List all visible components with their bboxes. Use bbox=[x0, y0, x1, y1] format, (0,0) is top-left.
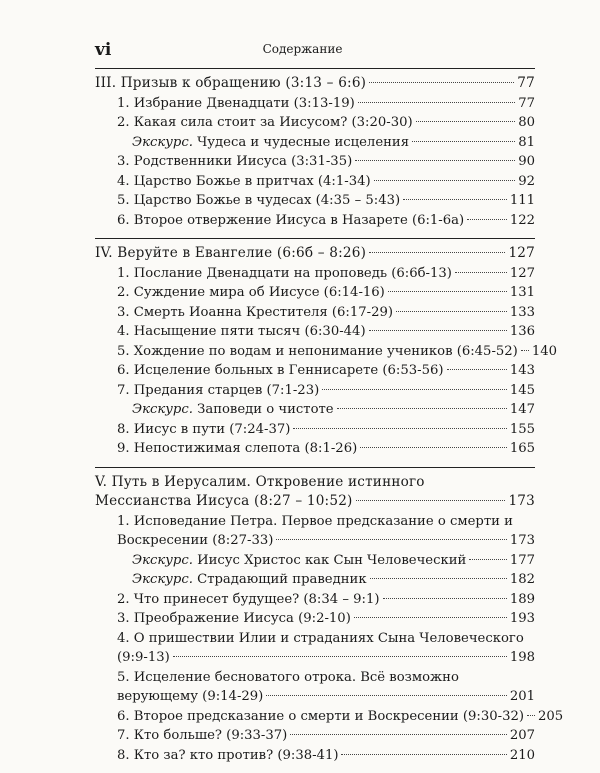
toc-entry bbox=[95, 609, 535, 629]
entry-title: 6. Исцеление больных в Геннисарете (6:53-56) bbox=[117, 363, 444, 378]
entry-title: 6. Второе предсказание о смерти и Воскресении (9:30-32) bbox=[117, 708, 525, 724]
entry-page: 80 bbox=[518, 115, 535, 130]
dot-leader bbox=[469, 559, 507, 560]
entry-page: 143 bbox=[509, 363, 535, 378]
toc-entry bbox=[95, 420, 535, 440]
entry-page: 205 bbox=[538, 708, 564, 724]
dot-leader bbox=[337, 408, 507, 409]
entry-title: 1. Избрание Двенадцати (3:13-19) bbox=[117, 95, 355, 111]
entry-text bbox=[117, 303, 393, 323]
dot-leader bbox=[290, 734, 507, 735]
dot-leader bbox=[383, 598, 507, 599]
entry-text bbox=[132, 551, 466, 571]
entry-page: 155 bbox=[509, 421, 535, 437]
entry-page: 136 bbox=[509, 324, 535, 339]
page-number: vi bbox=[95, 40, 112, 60]
part-page: 173 bbox=[508, 493, 535, 509]
entry-title: 4. О пришествии Илии и страданиях Сына Человеческого bbox=[117, 630, 524, 646]
toc-entry bbox=[95, 590, 535, 610]
toc-entry bbox=[95, 707, 564, 727]
entry-title: 2. Суждение мира об Иисусе (6:14-16) bbox=[117, 285, 385, 300]
entry-title: 8. Иисус в пути (7:24-37) bbox=[117, 421, 291, 437]
entry-text bbox=[117, 381, 319, 401]
toc-entry bbox=[95, 381, 535, 401]
entry-page: 189 bbox=[509, 591, 535, 607]
toc-entry bbox=[95, 629, 535, 649]
toc-entry bbox=[95, 322, 535, 342]
entry-page: 210 bbox=[509, 747, 535, 763]
dot-leader bbox=[374, 180, 516, 181]
entry-page: 92 bbox=[518, 173, 535, 189]
entry-page: 207 bbox=[509, 728, 535, 743]
entry-text bbox=[117, 439, 357, 459]
toc-entry bbox=[95, 172, 535, 192]
running-title: Содержание bbox=[262, 42, 343, 56]
toc-entry bbox=[95, 113, 535, 133]
toc-excursus bbox=[95, 400, 535, 420]
entry-text bbox=[132, 400, 334, 420]
entry-title: 2. Какая сила стоит за Иисусом? (3:20-30) bbox=[117, 115, 413, 130]
part-title-row bbox=[95, 473, 535, 493]
entry-title-cont: верующему (9:14-29) bbox=[117, 689, 264, 704]
toc-entry bbox=[95, 211, 535, 231]
dot-leader bbox=[416, 121, 516, 122]
entry-title-cont: Воскресении (8:27-33) bbox=[117, 533, 274, 548]
entry-page: 182 bbox=[509, 572, 535, 587]
dot-leader bbox=[293, 428, 506, 429]
dot-leader bbox=[412, 141, 515, 142]
dot-leader bbox=[355, 160, 515, 161]
dot-leader bbox=[369, 330, 507, 331]
dot-leader bbox=[455, 272, 507, 273]
entry-title: Страдающий праведник bbox=[197, 572, 367, 587]
entry-title: 3. Смерть Иоанна Крестителя (6:17-29) bbox=[117, 304, 394, 320]
entry-page: 111 bbox=[509, 193, 535, 208]
part-page: 77 bbox=[517, 75, 535, 91]
dot-leader bbox=[266, 695, 507, 696]
entry-title: 5. Исцеление бесноватого отрока. Всё возможно bbox=[117, 669, 459, 685]
entry-page: 77 bbox=[518, 95, 535, 111]
excursus-label: Экскурс. bbox=[132, 552, 193, 568]
entry-title: 2. Что принесет будущее? (8:34 – 9:1) bbox=[117, 591, 380, 607]
toc-entry bbox=[95, 303, 535, 323]
entry-text bbox=[117, 152, 352, 172]
entry-text bbox=[117, 342, 518, 362]
entry-text bbox=[117, 726, 287, 746]
dot-leader bbox=[403, 199, 507, 200]
entry-text bbox=[117, 264, 452, 284]
dot-leader bbox=[388, 291, 507, 292]
part-title-row bbox=[95, 74, 535, 94]
toc-entry bbox=[95, 191, 535, 211]
entry-title: Иисус Христос как Сын Человеческий bbox=[197, 552, 467, 568]
dot-leader bbox=[356, 500, 506, 501]
part-title-row bbox=[95, 244, 535, 264]
toc-entry-cont bbox=[95, 648, 535, 668]
entry-text bbox=[117, 211, 464, 231]
entry-title: 9. Непостижимая слепота (8:1-26) bbox=[117, 441, 358, 456]
toc-part bbox=[95, 238, 557, 459]
dot-leader bbox=[521, 350, 529, 351]
entry-title: 7. Кто больше? (9:33-37) bbox=[117, 728, 288, 743]
entry-title: Чудеса и чудесные исцеления bbox=[197, 134, 410, 150]
dot-leader bbox=[173, 656, 507, 657]
entry-title: 5. Хождение по водам и непонимание учеников (6:45-52) bbox=[117, 343, 518, 359]
entry-text bbox=[117, 746, 338, 766]
entry-text bbox=[117, 361, 444, 381]
table-of-contents bbox=[95, 68, 564, 773]
toc-excursus bbox=[95, 570, 535, 590]
toc-entry-cont bbox=[95, 531, 535, 551]
toc-entry bbox=[95, 439, 535, 459]
excursus-label: Экскурс. bbox=[132, 134, 193, 150]
entry-page: 145 bbox=[509, 382, 535, 398]
entry-page: 81 bbox=[518, 134, 535, 150]
entry-page: 193 bbox=[509, 611, 535, 626]
dot-leader bbox=[369, 252, 505, 253]
toc-entry bbox=[95, 94, 535, 114]
entry-title: 1. Послание Двенадцати на проповедь (6:6б-13) bbox=[117, 265, 452, 281]
entry-page: 131 bbox=[509, 285, 535, 300]
dot-leader bbox=[396, 311, 507, 312]
toc-entry bbox=[95, 152, 535, 172]
entry-page: 198 bbox=[509, 650, 535, 665]
dot-leader bbox=[276, 539, 506, 540]
excursus-label: Экскурс. bbox=[132, 572, 193, 587]
entry-page: 165 bbox=[509, 441, 535, 456]
entry-text bbox=[132, 133, 409, 153]
entry-title-cont: (9:9-13) bbox=[117, 650, 170, 665]
part-title-cont: Мессианства Иисуса (8:27 – 10:52) bbox=[95, 493, 353, 509]
entry-title: 8. Кто за? кто против? (9:38-41) bbox=[117, 747, 339, 763]
part-title: III. Призыв к обращению (3:13 – 6:6) bbox=[95, 75, 367, 91]
entry-page: 201 bbox=[509, 689, 535, 704]
toc-excursus bbox=[95, 551, 535, 571]
dot-leader bbox=[369, 82, 514, 83]
entry-page: 173 bbox=[509, 533, 535, 548]
entry-title: 1. Исповедание Петра. Первое предсказание о смерти и bbox=[117, 513, 513, 529]
entry-page: 140 bbox=[531, 343, 557, 359]
entry-text bbox=[117, 590, 380, 610]
toc-entry bbox=[95, 746, 535, 766]
entry-title: 3. Преображение Иисуса (9:2-10) bbox=[117, 611, 351, 626]
entry-title: 4. Насыщение пяти тысяч (6:30-44) bbox=[117, 324, 366, 339]
entry-text bbox=[117, 322, 366, 342]
entry-title: 4. Царство Божье в притчах (4:1-34) bbox=[117, 173, 371, 189]
toc-entry bbox=[95, 342, 557, 362]
entry-page: 122 bbox=[509, 212, 535, 228]
entry-page: 127 bbox=[509, 265, 535, 281]
toc-part bbox=[95, 68, 535, 230]
toc-entry bbox=[95, 512, 535, 532]
toc-entry bbox=[95, 668, 535, 688]
part-title: V. Путь в Иерусалим. Откровение истинного bbox=[95, 473, 425, 490]
excursus-label: Экскурс. bbox=[132, 402, 193, 417]
entry-title: 7. Предания старцев (7:1-23) bbox=[117, 382, 320, 398]
part-page: 127 bbox=[508, 245, 535, 261]
part-title: IV. Веруйте в Евангелие (6:6б – 8:26) bbox=[95, 245, 367, 261]
entry-text bbox=[117, 420, 290, 440]
entry-text bbox=[117, 113, 413, 133]
page-header bbox=[95, 40, 510, 64]
toc-entry bbox=[95, 361, 535, 381]
dot-leader bbox=[341, 754, 506, 755]
dot-leader bbox=[527, 715, 535, 716]
entry-page: 177 bbox=[509, 552, 535, 568]
entry-title: Заповеди о чистоте bbox=[197, 402, 334, 417]
entry-text bbox=[117, 707, 524, 727]
dot-leader bbox=[467, 219, 507, 220]
entry-text bbox=[117, 172, 371, 192]
entry-title: 3. Родственники Иисуса (3:31-35) bbox=[117, 154, 353, 169]
dot-leader bbox=[354, 617, 507, 618]
entry-text bbox=[117, 283, 385, 303]
toc-entry bbox=[95, 726, 535, 746]
entry-title: 6. Второе отвержение Иисуса в Назарете (6:1-6а) bbox=[117, 212, 465, 228]
toc-excursus bbox=[95, 133, 535, 153]
dot-leader bbox=[360, 447, 507, 448]
toc-entry bbox=[95, 264, 535, 284]
entry-text bbox=[132, 570, 367, 590]
entry-text bbox=[117, 609, 351, 629]
entry-text bbox=[117, 191, 400, 211]
dot-leader bbox=[358, 102, 515, 103]
dot-leader bbox=[370, 578, 507, 579]
entry-page: 90 bbox=[518, 154, 535, 169]
entry-page: 133 bbox=[509, 304, 535, 320]
part-title-row bbox=[95, 492, 535, 512]
toc-entry bbox=[95, 283, 535, 303]
dot-leader bbox=[447, 369, 507, 370]
toc-entry-cont bbox=[95, 687, 535, 707]
entry-title: 5. Царство Божье в чудесах (4:35 – 5:43) bbox=[117, 193, 401, 208]
dot-leader bbox=[322, 389, 507, 390]
entry-page: 147 bbox=[509, 402, 535, 417]
toc-part bbox=[95, 467, 564, 766]
entry-text bbox=[117, 94, 355, 114]
